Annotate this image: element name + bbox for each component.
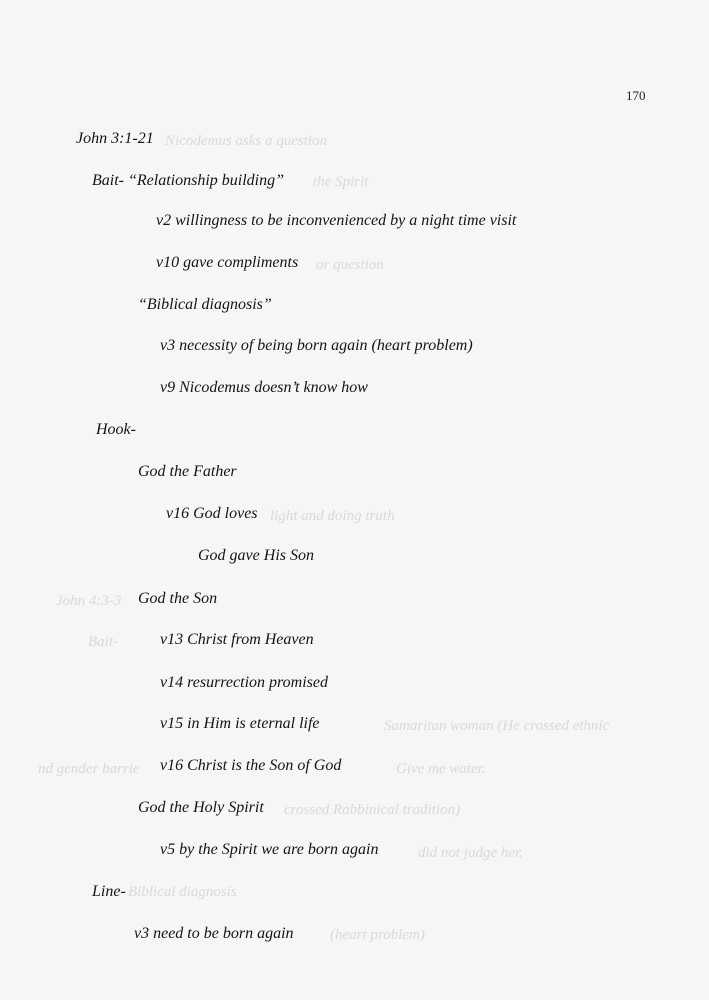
passage-heading: John 3:1-21 — [76, 130, 154, 147]
outline-item: v13 Christ from Heaven — [160, 631, 314, 648]
section-label-line: Line- — [92, 883, 126, 900]
outline-item: v3 necessity of being born again (heart problem) — [160, 337, 473, 354]
outline-item: v2 willingness to be inconvenienced by a night time visit — [156, 212, 517, 229]
bleed-through-text: crossed Rabbinical tradition) — [284, 802, 461, 818]
outline-item: v16 God loves — [166, 505, 258, 522]
bleed-through-text: Bait- — [88, 634, 118, 650]
subheading: God the Son — [138, 590, 218, 607]
bleed-through-text: Give me water. — [396, 761, 486, 777]
bleed-through-text: Nicodemus asks a question — [165, 133, 328, 149]
outline-item: v14 resurrection promised — [160, 674, 328, 691]
outline-item: v9 Nicodemus doesn’t know how — [160, 379, 368, 396]
outline-item: v5 by the Spirit we are born again — [160, 841, 379, 858]
bleed-through-text: the Spirit — [313, 174, 369, 190]
subheading: “Biblical diagnosis” — [138, 296, 272, 313]
bleed-through-text: John 4:3-3 — [56, 593, 122, 609]
bleed-through-text: or question — [316, 257, 384, 273]
outline-item: v16 Christ is the Son of God — [160, 757, 342, 774]
bleed-through-text: did not judge her. — [418, 845, 523, 861]
subheading: God the Holy Spirit — [138, 799, 264, 816]
outline-item: v3 need to be born again — [134, 925, 294, 942]
section-label-bait: Bait- “Relationship building” — [92, 172, 285, 189]
outline-item: God gave His Son — [198, 547, 314, 564]
section-label-hook: Hook- — [96, 421, 136, 438]
bleed-through-text: light and doing truth — [270, 508, 395, 524]
outline-item: v15 in Him is eternal life — [160, 715, 320, 732]
subheading: God the Father — [138, 463, 237, 480]
page-number: 170 — [626, 88, 646, 103]
bleed-through-text: (heart problem) — [330, 927, 425, 943]
bleed-through-text: nd gender barrie — [38, 761, 140, 777]
bleed-through-text: Biblical diagnosis — [128, 884, 237, 900]
bleed-through-text: Samaritan woman (He crossed ethnic — [384, 718, 610, 734]
outline-item: v10 gave compliments — [156, 254, 299, 271]
